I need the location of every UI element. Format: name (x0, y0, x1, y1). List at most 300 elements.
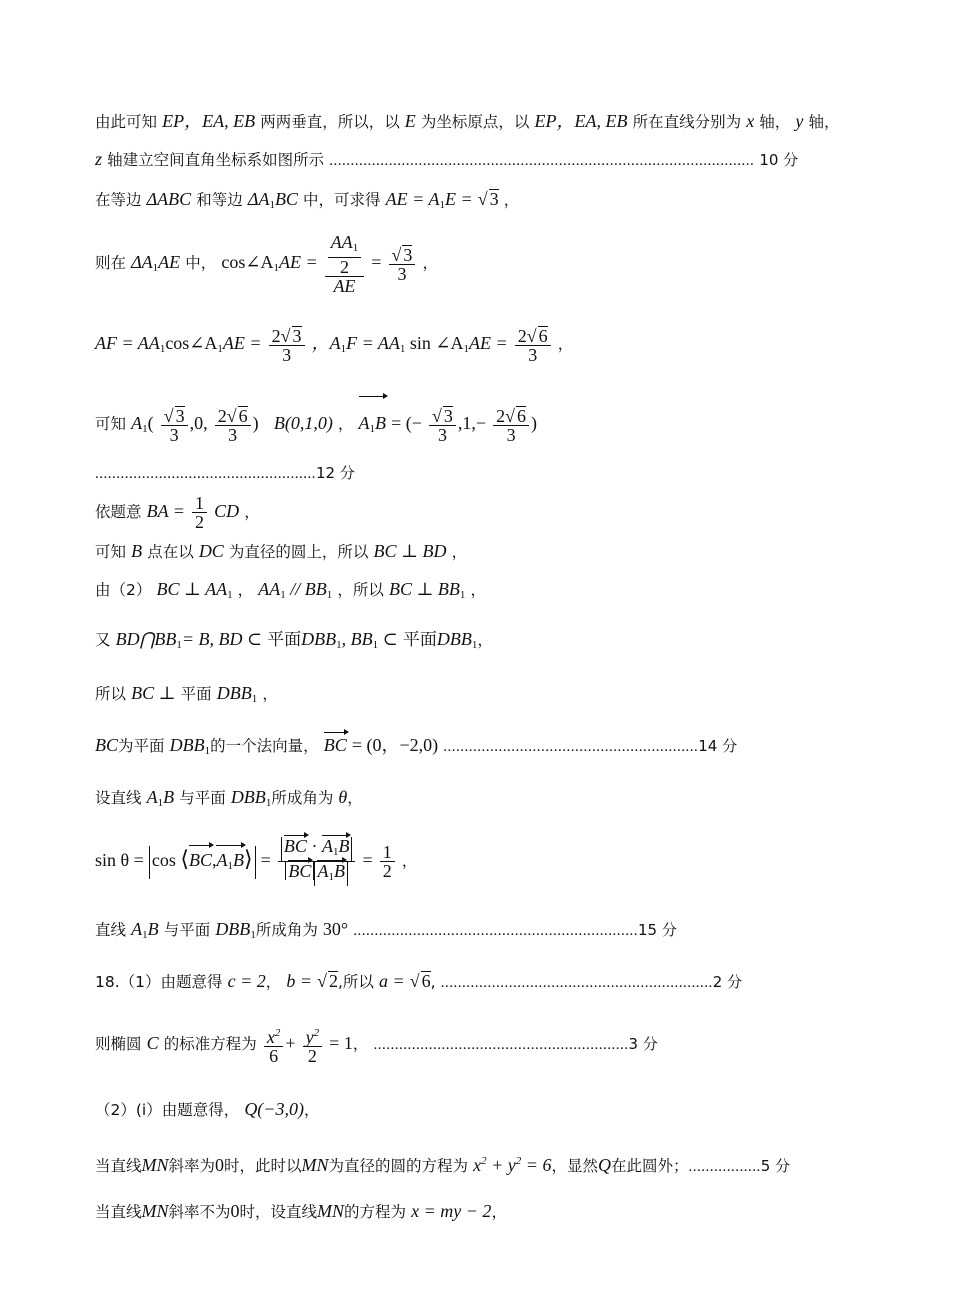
text: 为直径的圆上，所以 (228, 543, 369, 561)
text: 点在以 (147, 543, 194, 561)
math (221, 252, 317, 272)
text: ,所以 (338, 973, 374, 991)
text: 所以 (95, 685, 127, 703)
text: 又 (95, 631, 111, 649)
text: ， (352, 1035, 369, 1053)
math: A (146, 787, 158, 807)
math: ( (147, 413, 154, 433)
math: C (146, 1033, 159, 1053)
score: 10 分 (759, 151, 799, 169)
math: BC ⊥ AA (156, 579, 228, 599)
score: 15 分 (637, 921, 677, 939)
math: F = AA (346, 333, 400, 353)
denominator: 3 (528, 344, 538, 365)
subscript: 1 (463, 343, 470, 355)
text: 两两垂直，所以，以 (260, 113, 400, 131)
text: ， (491, 1203, 507, 1221)
leader-dots: .................................................................................................... (329, 153, 755, 169)
text: ， (422, 254, 439, 272)
subscript: 1 (250, 929, 256, 941)
numerator (264, 1024, 284, 1047)
numerator (328, 233, 362, 258)
text: 轴， (759, 113, 791, 131)
subscript: 1 (142, 423, 148, 435)
numerator: 2√ 6 (515, 326, 551, 346)
math: x = my − 2 (411, 1201, 492, 1221)
fraction (215, 406, 251, 444)
line-4 (95, 232, 438, 298)
text: 则在 (95, 254, 127, 272)
math: 30° (322, 919, 349, 939)
math: A (131, 413, 143, 433)
subscript: 1 (439, 199, 445, 211)
text: 平面 (402, 630, 437, 650)
math: B (375, 413, 387, 433)
math: ⟩ (243, 846, 253, 871)
math: a = (379, 971, 405, 991)
fraction (389, 245, 416, 283)
math: x (266, 1027, 275, 1047)
text: ， (470, 581, 486, 599)
text: ， (557, 335, 574, 353)
math (116, 629, 262, 649)
radicand: 6 (421, 971, 431, 991)
math (131, 252, 180, 272)
leader-dots: ............................................................ (443, 739, 699, 755)
denominator (278, 862, 356, 886)
math: A (321, 836, 333, 856)
subscript: 1 (369, 423, 376, 435)
fraction (269, 326, 305, 364)
text: , (430, 973, 436, 991)
math: · (311, 836, 318, 856)
text: ， (477, 631, 493, 649)
math: AA (258, 579, 281, 599)
fraction (515, 326, 551, 364)
vector: BC (288, 861, 312, 881)
text: 与平面 (179, 789, 226, 807)
numerator: 1 (380, 843, 395, 862)
text: 依题意 (95, 503, 142, 521)
math: + (285, 1033, 296, 1053)
math: E (404, 111, 416, 131)
absolute-value (314, 862, 348, 886)
text: 所成角为 (255, 921, 318, 939)
score: 3 分 (628, 1035, 658, 1053)
math: BA = (146, 501, 185, 521)
line-1 (95, 110, 840, 133)
math (215, 919, 256, 939)
text: 当直线 (95, 1203, 142, 1221)
fraction (380, 843, 395, 880)
line-21 (95, 1200, 507, 1223)
text: 中，可求得 (303, 191, 381, 209)
fraction (161, 406, 188, 444)
math: MN (301, 1155, 329, 1175)
radicand: 6 (517, 405, 527, 426)
math: sin θ = (95, 850, 144, 870)
math (131, 413, 148, 433)
text: 在此圆外； (610, 1157, 689, 1175)
text: 在等边 (95, 191, 142, 209)
math: B (232, 850, 244, 870)
text: ， (265, 973, 282, 991)
leader-dots: ................. (688, 1159, 761, 1175)
text: 设直线 (95, 789, 142, 807)
math: BC (95, 735, 119, 755)
math: = (260, 850, 271, 870)
math: ΔABC (146, 189, 192, 209)
math (147, 787, 175, 807)
text: 所成角为 (271, 789, 334, 807)
subscript: 1 (328, 871, 334, 883)
text: 的一个法向量， (210, 737, 319, 755)
subscript: 1 (471, 639, 478, 651)
math: y (305, 1027, 314, 1047)
fraction (278, 837, 356, 886)
math: B (333, 861, 345, 881)
math: B(0,1,0) (273, 413, 333, 433)
subscript: 1 (352, 241, 359, 254)
vector: BC (323, 735, 347, 755)
subscript: 1 (204, 745, 211, 757)
fraction (328, 233, 362, 276)
numerator: 2√ 3 (269, 326, 305, 346)
superscript: 2 (313, 1027, 320, 1039)
subscript: 1 (176, 639, 182, 651)
text: 18.（1）由题意得 (95, 973, 223, 991)
text: 直线 (95, 921, 127, 939)
text: 为平面 (118, 737, 165, 755)
subscript: 1 (336, 639, 342, 651)
math: 0 (215, 1155, 225, 1175)
math (156, 579, 232, 599)
math: BD⋂BB (115, 629, 177, 649)
math: EP，EA, EB (534, 111, 628, 131)
math: DBB (216, 683, 252, 703)
vector (359, 398, 387, 454)
subscript: 1 (265, 797, 272, 809)
math: = 6 (525, 1155, 552, 1175)
line-2 (95, 148, 798, 172)
math: ) (531, 413, 538, 433)
denominator: 6 (269, 1046, 279, 1066)
math: = (371, 252, 382, 272)
denominator: 2 (195, 512, 205, 532)
leader-dots: ................................................................ (440, 975, 713, 991)
text: 时，设直线 (239, 1203, 318, 1221)
subscript: 1 (269, 199, 275, 211)
math: MN (317, 1201, 345, 1221)
math: A (358, 413, 370, 433)
math: = (0，−2,0) (351, 735, 439, 755)
denominator: AE (333, 275, 356, 296)
subscript: 1 (142, 929, 148, 941)
math: = (362, 850, 373, 870)
text: ， (303, 1101, 320, 1119)
numerator: √ 3 (161, 406, 188, 426)
text: 与平面 (163, 921, 211, 939)
superscript: 2 (274, 1027, 281, 1039)
radicand: 3 (175, 405, 185, 426)
text: 轴建立空间直角坐标系如图所示 (107, 151, 325, 169)
math: cos∠A (165, 333, 218, 353)
coefficient: 2 (271, 325, 281, 346)
math: ⟨ (180, 846, 189, 871)
fraction (429, 406, 456, 444)
math: ,1,− (457, 413, 487, 433)
text: 斜率不为 (168, 1203, 231, 1221)
line-7 (95, 462, 355, 485)
subscript: 1 (157, 797, 164, 809)
text: ， (262, 685, 278, 703)
text: 斜率为 (168, 1157, 216, 1175)
line-15 (95, 830, 417, 891)
math: BC (274, 189, 298, 209)
text: 则椭圆 (95, 1035, 142, 1053)
math: A (131, 919, 143, 939)
math: = (− (391, 413, 422, 433)
text: ，所以 (337, 581, 384, 599)
math (217, 683, 258, 703)
line-9 (95, 540, 467, 563)
math: , (211, 850, 217, 870)
absolute-value (285, 862, 314, 880)
vector: BC (283, 836, 307, 856)
text: 可知 (95, 543, 127, 561)
subscript: 1 (280, 589, 286, 601)
vector: BC (189, 847, 212, 873)
line-14 (95, 786, 363, 814)
denominator: 3 (397, 263, 407, 284)
line-8 (95, 488, 260, 535)
text: 和等边 (196, 191, 243, 209)
absolute-value (149, 846, 256, 879)
math: ⊂ (382, 629, 398, 649)
math: b = (286, 971, 313, 991)
fraction (325, 233, 365, 295)
math: DBB (215, 919, 251, 939)
numerator: 1 (192, 494, 207, 513)
subscript: 1 (326, 589, 333, 601)
numerator (325, 233, 365, 277)
math: ) (252, 413, 259, 433)
math: AE = (222, 333, 262, 353)
denominator: 3 (437, 424, 447, 445)
score: 5 分 (760, 1157, 791, 1175)
math: √ 6 (409, 971, 431, 991)
math: BC ⊥ BB (388, 579, 460, 599)
radicand: 6 (538, 325, 548, 346)
math: DBB (230, 787, 266, 807)
text: 所在直线分别为 (632, 113, 742, 131)
numerator: √ 3 (429, 406, 456, 426)
math: , BB (341, 629, 373, 649)
math: ,0, (189, 413, 208, 433)
text: ，显然 (551, 1157, 598, 1175)
subscript: 1 (340, 343, 347, 355)
text: ， (503, 191, 520, 209)
text: 平面 (180, 685, 212, 703)
score: 2 分 (712, 973, 743, 991)
denominator: 3 (228, 424, 238, 445)
line-10 (95, 578, 486, 606)
subscript: 1 (273, 262, 279, 274)
math (389, 579, 465, 599)
text: 的标准方程为 (163, 1035, 257, 1053)
math: AF = AA (95, 333, 160, 353)
math: ΔA (247, 189, 270, 209)
math: MN (141, 1155, 169, 1175)
math: √ 3 (477, 189, 499, 209)
math: ΔA (131, 252, 153, 272)
line-18 (95, 1018, 658, 1070)
math: A (216, 850, 228, 870)
line-19 (95, 1098, 319, 1121)
text: ， (451, 543, 468, 561)
subscript: 1 (152, 262, 159, 274)
radicand: 3 (292, 325, 302, 346)
math: // BB (290, 579, 327, 599)
line-12 (95, 682, 278, 710)
math: + y (491, 1155, 516, 1175)
math: B (147, 919, 159, 939)
superscript: 2 (481, 1155, 487, 1167)
radicand: 3 (403, 244, 413, 265)
vector (216, 847, 244, 879)
coefficient: 2 (517, 325, 527, 346)
text: ， (244, 503, 260, 521)
fraction (192, 494, 207, 531)
text: 由（2） (95, 581, 152, 599)
math (95, 333, 262, 353)
math: AE = (278, 252, 318, 272)
subscript: 1 (251, 693, 258, 705)
math: cos (151, 850, 176, 870)
leader-dots: ............................................................ (373, 1037, 629, 1053)
text: 由此可知 (95, 113, 158, 131)
text: 时，此时以 (224, 1157, 302, 1175)
denominator: 2 (307, 1046, 317, 1066)
leader-dots: ................................................................... (353, 923, 638, 939)
math: θ (338, 787, 348, 807)
math: A (317, 861, 329, 881)
line-16 (95, 918, 677, 946)
subscript: 1 (459, 589, 466, 601)
denominator: 3 (169, 424, 179, 445)
text: 当直线 (95, 1157, 142, 1175)
math: DBB (436, 629, 472, 649)
math: = B, BD ⊂ (181, 629, 263, 649)
score: 14 分 (698, 737, 738, 755)
math: 0 (230, 1201, 240, 1221)
math: sin ∠A (409, 333, 464, 353)
line-3 (95, 188, 519, 216)
text: ， (401, 852, 418, 870)
math: z (95, 149, 103, 169)
radicand: 6 (238, 405, 248, 426)
math: x (473, 1155, 482, 1175)
math: AA (330, 231, 353, 252)
math: B (163, 787, 175, 807)
subscript: 1 (399, 343, 406, 355)
text: 可知 (95, 415, 127, 433)
subscript: 1 (159, 343, 166, 355)
text: 的方程为 (344, 1203, 407, 1221)
math: √ 2 (317, 971, 338, 991)
math: ，A (311, 333, 341, 353)
text: ， (237, 581, 254, 599)
math: Q(−3,0) (244, 1099, 304, 1119)
line-6 (95, 398, 537, 454)
text: 为直径的圆的方程为 (328, 1157, 469, 1175)
fraction (493, 406, 529, 444)
math: y (795, 111, 804, 131)
math (437, 629, 478, 649)
text: 中， (185, 254, 217, 272)
radicand: 3 (443, 405, 453, 426)
radicand: 3 (489, 189, 499, 209)
math: DBB (301, 629, 337, 649)
text: （2）(i）由题意得， (95, 1101, 240, 1119)
math: BC ⊥ BD (373, 541, 447, 561)
numerator (303, 1024, 323, 1047)
math: Q (597, 1155, 611, 1175)
line-5 (95, 318, 573, 374)
radicand: 2 (329, 971, 338, 991)
subscript: 1 (227, 589, 233, 601)
leader-dots: .................................................... (95, 466, 316, 482)
score: 12 分 (316, 464, 355, 482)
math: B (131, 541, 143, 561)
math: AE = A (385, 189, 440, 209)
coefficient: 2 (217, 405, 227, 426)
math: x (746, 111, 755, 131)
math: cos∠A (221, 252, 274, 272)
denominator: 2 (339, 256, 349, 277)
math (301, 629, 398, 649)
numerator: 2√ 6 (493, 406, 529, 426)
text: 平面 (267, 630, 302, 650)
line-13 (95, 734, 737, 762)
subscript: 1 (217, 343, 223, 355)
math: AE (158, 252, 181, 272)
math: CD (214, 501, 240, 521)
denominator: 3 (506, 424, 516, 445)
math: = 1 (329, 1033, 353, 1053)
line-11 (95, 628, 493, 656)
text: 为坐标原点，以 (420, 113, 530, 131)
denominator: 3 (282, 344, 292, 365)
subscript: 1 (332, 846, 339, 858)
line-17 (95, 970, 742, 994)
text: 轴， (808, 113, 840, 131)
math (131, 919, 159, 939)
superscript: 2 (515, 1155, 522, 1167)
math (248, 189, 298, 209)
subscript: 1 (372, 639, 379, 651)
math: c = 2 (227, 971, 266, 991)
numerator: √ 3 (389, 245, 416, 265)
text: ， (347, 789, 363, 807)
line-20 (95, 1150, 790, 1178)
text: ， (337, 415, 354, 433)
math: BC ⊥ (131, 683, 176, 703)
vector (317, 862, 345, 886)
math (258, 579, 332, 599)
math (312, 333, 508, 353)
math: E = (444, 189, 473, 209)
